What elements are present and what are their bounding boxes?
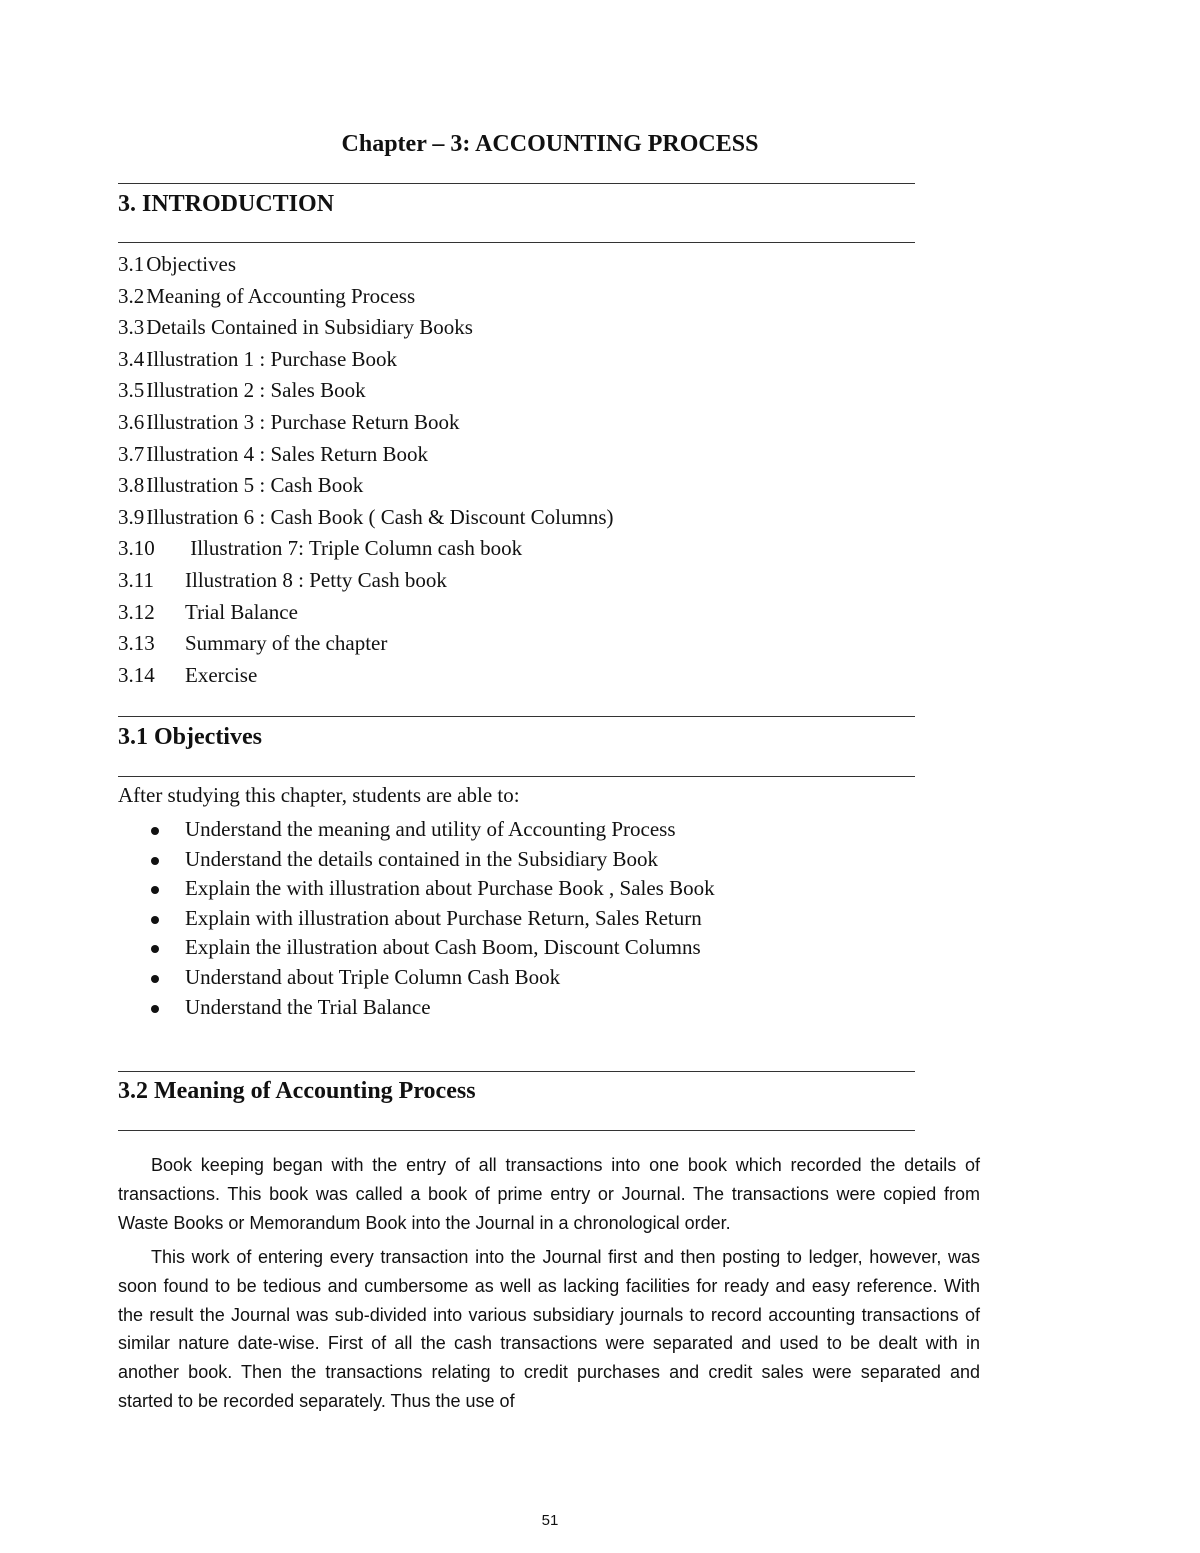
bullet-icon: [151, 1005, 159, 1013]
toc-item: [118, 344, 614, 376]
toc-item: [118, 281, 614, 313]
toc-item: [118, 470, 614, 502]
toc-item: [118, 502, 614, 534]
table-of-contents: [118, 249, 614, 691]
toc-item-number: 3.3: [118, 315, 145, 340]
list-item-text: Explain the with illustration about Purchase Book , Sales Book: [185, 876, 715, 901]
toc-item-label: Illustration 7: Triple Column cash book: [185, 536, 523, 561]
list-item-text: Understand the Trial Balance: [185, 994, 431, 1019]
toc-item-label: Objectives: [146, 252, 237, 276]
list-item-text: Understand the meaning and utility of Accounting Process: [185, 817, 676, 841]
bullet-icon: [151, 975, 159, 983]
toc-item-number: 3.10: [118, 536, 155, 561]
toc-item-label: Illustration 8 : Petty Cash book: [185, 567, 447, 592]
meaning-heading: 3.2 Meaning of Accounting Process: [118, 1078, 476, 1104]
list-item: [148, 874, 715, 904]
objectives-intro: After studying this chapter, students are able to:: [118, 783, 520, 807]
toc-item-label: Summary of the chapter: [185, 631, 388, 656]
paragraph: This work of entering every transaction into the Journal first and then posting to ledger, however, was soon found to be tedious and cumbersome as well as lacking facilities for ready and easy reference. With the result the Journal was sub-divided into various subsidiary journals to record accounting transactions of similar nature date-wise. First of all the cash transactions were separated and used to be dealt with in another book. Then the transactions relating to credit purchases and credit sales were separated and started to be recorded separately. Thus the use of: [118, 1247, 980, 1411]
paragraph: Book keeping began with the entry of all transactions into one book which recorded the details of transactions. This book was called a book of prime entry or Journal. The transactions were copied from Waste Books or Memorandum Book into the Journal in a chronological order.: [118, 1155, 980, 1233]
toc-item-number: 3.2: [118, 283, 145, 308]
toc-item: [118, 533, 614, 565]
toc-item: [118, 660, 614, 692]
toc-item-number: 3.14: [118, 662, 155, 687]
list-item: [148, 933, 715, 963]
objectives-heading: 3.1 Objectives: [118, 724, 262, 750]
objectives-list: [148, 815, 715, 1022]
list-item: [148, 993, 715, 1023]
toc-item-label: Illustration 2 : Sales Book: [146, 378, 366, 403]
list-item-text: Understand the details contained in the Subsidiary Book: [185, 846, 658, 871]
toc-item-label: Meaning of Accounting Process: [146, 283, 416, 308]
bullet-icon: [151, 886, 159, 894]
toc-item: [118, 597, 614, 629]
toc-item-label: Illustration 6 : Cash Book ( Cash & Discount Columns): [146, 504, 614, 529]
divider: [118, 1130, 915, 1131]
toc-item: [118, 439, 614, 471]
toc-item-number: 3.6: [118, 409, 145, 434]
toc-item-number: 3.5: [118, 378, 145, 403]
toc-item-number: 3.9: [118, 504, 145, 529]
page-number: 51: [541, 1512, 559, 1529]
list-item: [148, 815, 715, 845]
bullet-icon: [151, 945, 159, 953]
list-item: [148, 963, 715, 993]
toc-item-number: 3.1: [118, 252, 145, 276]
toc-item-number: 3.12: [118, 599, 155, 624]
list-item-text: Understand about Triple Column Cash Book: [185, 964, 561, 989]
list-item-text: Explain the illustration about Cash Boom, Discount Columns: [185, 935, 701, 960]
toc-item: [118, 565, 614, 597]
divider: [118, 183, 915, 184]
toc-item-label: Illustration 1 : Purchase Book: [146, 346, 398, 371]
list-item: [148, 845, 715, 875]
toc-item: [118, 375, 614, 407]
intro-heading: 3. INTRODUCTION: [118, 191, 335, 217]
toc-item: [118, 407, 614, 439]
bullet-icon: [151, 827, 159, 835]
divider: [118, 1071, 915, 1072]
toc-item-number: 3.8: [118, 473, 145, 498]
toc-item: [118, 628, 614, 660]
toc-item: [118, 312, 614, 344]
toc-item-label: Trial Balance: [185, 599, 298, 624]
toc-item-label: Exercise: [185, 662, 258, 687]
bullet-icon: [151, 916, 159, 924]
toc-item-label: Details Contained in Subsidiary Books: [146, 315, 473, 340]
divider: [118, 776, 915, 777]
toc-item-number: 3.7: [118, 441, 145, 466]
chapter-title: Chapter – 3: ACCOUNTING PROCESS: [341, 131, 759, 157]
toc-item-number: 3.11: [118, 567, 154, 592]
toc-item-label: Illustration 4 : Sales Return Book: [146, 441, 428, 466]
toc-item-label: Illustration 5 : Cash Book: [146, 473, 364, 498]
toc-item-number: 3.4: [118, 346, 145, 371]
list-item: [148, 904, 715, 934]
toc-item: [118, 249, 614, 281]
bullet-icon: [151, 857, 159, 865]
list-item-text: Explain with illustration about Purchase Return, Sales Return: [185, 905, 702, 930]
divider: [118, 242, 915, 243]
toc-item-number: 3.13: [118, 631, 155, 656]
divider: [118, 716, 915, 717]
toc-item-label: Illustration 3 : Purchase Return Book: [146, 409, 460, 434]
